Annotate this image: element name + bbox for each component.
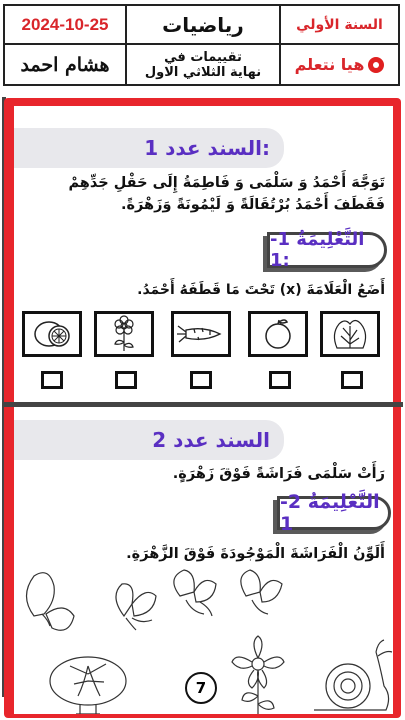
orange-icon — [251, 314, 305, 354]
carrot-box — [171, 311, 231, 357]
answer-checkbox[interactable] — [41, 371, 63, 389]
section-separator — [4, 402, 403, 407]
butterfly-icon — [241, 570, 282, 614]
carrot-icon — [174, 314, 228, 354]
brand — [281, 45, 398, 84]
lettuce-box — [320, 311, 380, 357]
answer-checkbox[interactable] — [190, 371, 212, 389]
snail-icon — [314, 640, 392, 710]
evaluation-line-1: تقييمات في — [164, 49, 242, 65]
flower-icon — [97, 314, 151, 354]
page-number: 7 — [185, 672, 217, 704]
section-2-title: السند عدد 2 — [14, 420, 284, 460]
instruction-2-text: أَلَوِّنُ الْفَرَاشَةَ الْمَوْجُودَةَ فَوْقَ الزَّهْرَةِ. — [126, 546, 385, 562]
section-1-title: السند عدد 1: — [14, 128, 284, 168]
evaluation-title — [127, 45, 279, 84]
school-level: السنة الأولي — [296, 16, 383, 33]
butterfly-icon — [27, 573, 75, 631]
worksheet — [14, 106, 393, 714]
tunisia-flag-icon — [368, 57, 384, 73]
header-table — [3, 4, 400, 86]
date: 2024-10-25 — [21, 14, 109, 34]
instruction-1-title: التَّعْلِيمَةُ 1-1: — [267, 232, 387, 268]
teacher-name: هشام احمد — [20, 53, 110, 76]
lettuce-icon — [323, 314, 377, 354]
lemon-box — [22, 311, 82, 357]
answer-checkbox[interactable] — [341, 371, 363, 389]
answer-checkbox[interactable] — [269, 371, 291, 389]
answer-checkbox[interactable] — [115, 371, 137, 389]
instruction-1-text: أَضَعُ الْعَلَامَةَ (x) تَحْتَ مَا قَطَفَهُ أَحْمَدُ. — [137, 282, 385, 298]
flower-icon — [232, 636, 284, 714]
subject: رياضيات — [162, 12, 244, 37]
butterfly-icon — [116, 584, 156, 630]
flower-box — [94, 311, 154, 357]
instruction-2-title: التَّعْلِيمَةُ 2-1 — [277, 496, 391, 530]
section-2-text: رَأَتْ سَلْمَى فَرَاشَةً فَوْقَ زَهْرَةٍ. — [172, 466, 385, 482]
lemon-icon — [25, 314, 79, 354]
tree-icon — [50, 657, 126, 714]
orange-box — [248, 311, 308, 357]
section-1-text: تَوَجَّهَ أَحْمَدُ وَ سَلْمَى وَ فَاطِمَةُ إِلَى حَقْلِ جَدِّهِمْ فَقَطَفَ أَحْمَدُ بُرْتُقَالَةً وَ لَيْمُونَةً وَزَهْرَةً. — [68, 175, 385, 213]
butterfly-icon — [174, 570, 216, 616]
evaluation-line-2: نهاية الثلاثي الاول — [144, 64, 262, 80]
brand-name: هيا نتعلم — [294, 55, 365, 74]
